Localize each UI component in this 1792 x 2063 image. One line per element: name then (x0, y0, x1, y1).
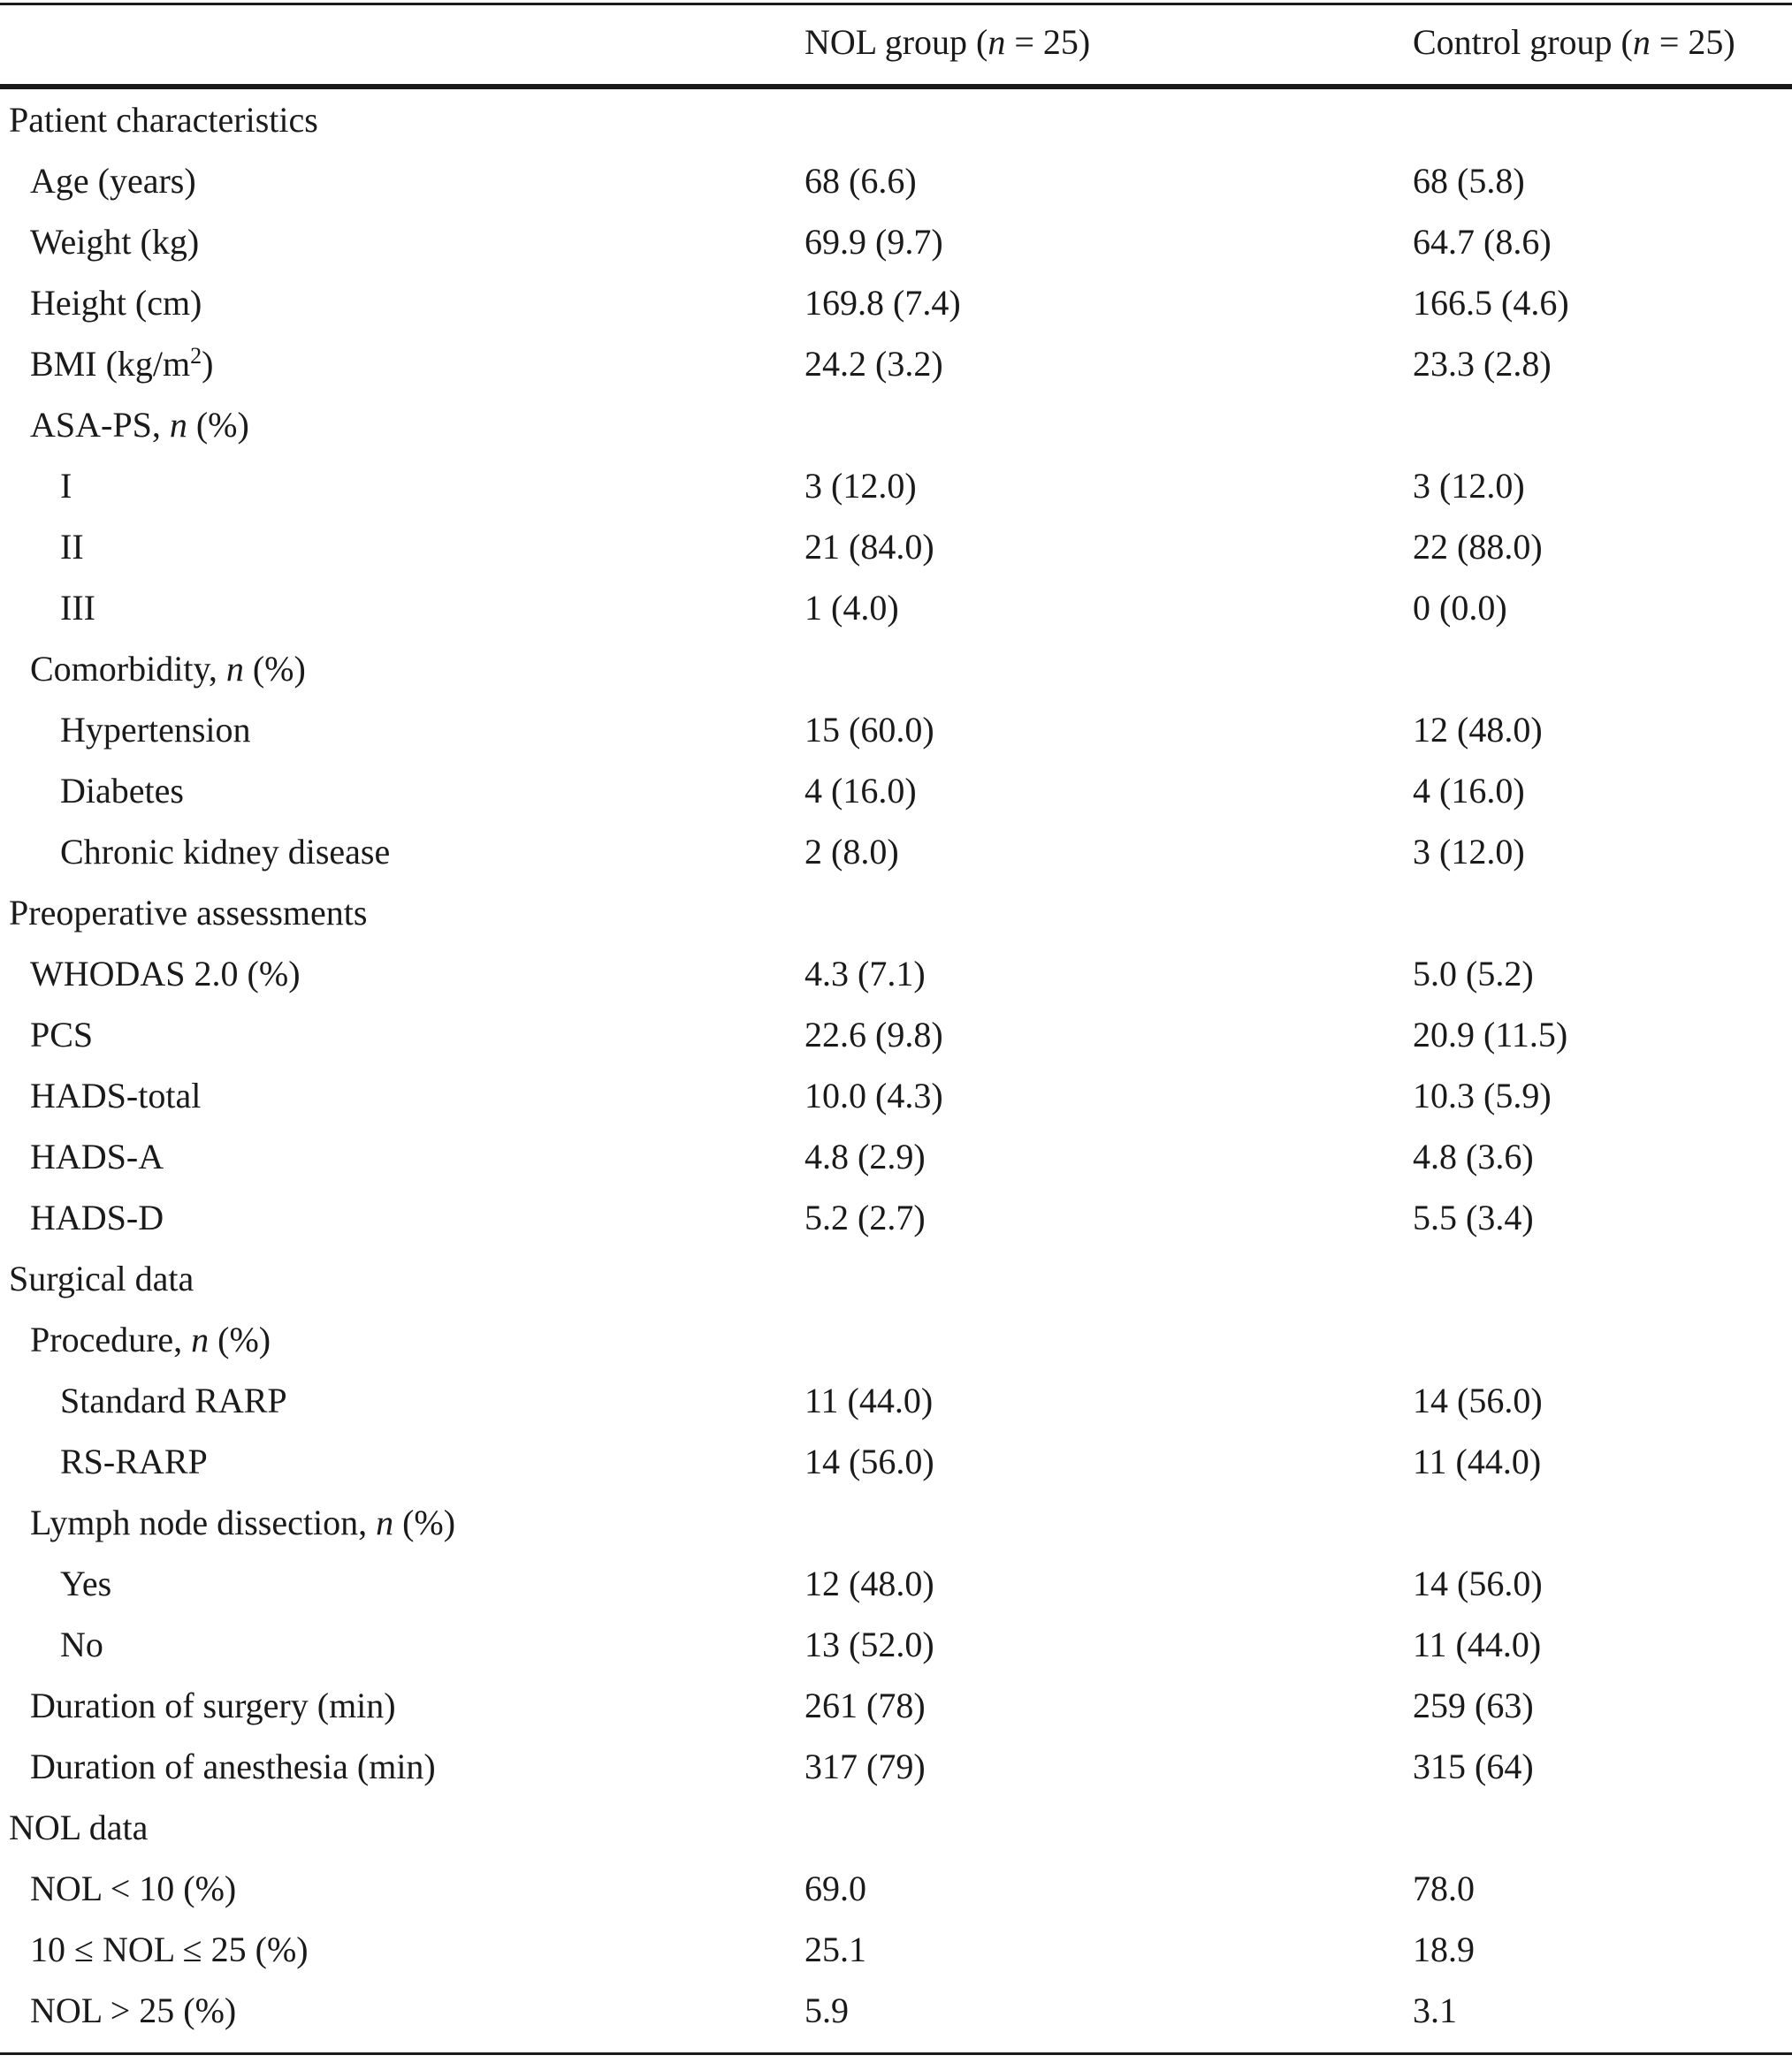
nol-group-value: 15 (60.0) (804, 710, 934, 750)
table-row (0, 395, 1792, 456)
row-label: 10 ≤ NOL ≤ 25 (%) (30, 1930, 309, 1969)
control-group-value: 3 (12.0) (1413, 832, 1525, 872)
row-label: PCS (30, 1015, 94, 1054)
table-row (0, 1249, 1792, 1310)
row-label: Yes (60, 1564, 112, 1603)
table-row (0, 1554, 1792, 1615)
section-heading: NOL data (9, 1808, 149, 1847)
row-label: Hypertension (60, 710, 251, 750)
control-group-value: 5.5 (3.4) (1413, 1198, 1534, 1237)
table-row (0, 1798, 1792, 1859)
table-row (0, 1188, 1792, 1249)
row-label: Diabetes (60, 771, 184, 811)
row-label: BMI $(kg/m^2)$ (30, 343, 214, 384)
nol-group-value: 5.9 (804, 1991, 849, 2030)
table-row (0, 1920, 1792, 1981)
row-label: Height (cm) (30, 283, 202, 323)
control-group-value: 68 (5.8) (1413, 161, 1525, 201)
nol-group-value: 21 (84.0) (804, 527, 934, 567)
nol-group-value: 13 (52.0) (804, 1625, 934, 1664)
control-group-value: 315 (64) (1413, 1747, 1534, 1786)
nol-group-value: 69.9 (9.7) (804, 222, 943, 262)
section-heading: Surgical data (9, 1259, 194, 1298)
row-label: II (60, 527, 84, 567)
table-row (0, 1066, 1792, 1127)
table-row (0, 639, 1792, 700)
control-group-value: 0 (0.0) (1413, 588, 1507, 628)
nol-group-value: 5.2 (2.7) (804, 1198, 926, 1237)
control-group-value: 18.9 (1413, 1930, 1475, 1969)
table-row (0, 273, 1792, 334)
nol-group-value: 261 (78) (804, 1686, 926, 1725)
control-group-value: 64.7 (8.6) (1413, 222, 1552, 262)
row-label: NOL < 10 (%) (30, 1869, 237, 1908)
nol-group-value: 11 (44.0) (804, 1381, 934, 1420)
control-group-value: 11 (44.0) (1413, 1442, 1542, 1481)
table-row (0, 761, 1792, 822)
table-row (0, 1432, 1792, 1493)
nol-group-value: 24.2 (3.2) (804, 344, 943, 384)
table-row (0, 700, 1792, 761)
nol-group-value: 22.6 (9.8) (804, 1015, 943, 1054)
table-row (0, 517, 1792, 578)
row-label: HADS-A (30, 1137, 164, 1176)
control-group-value: 78.0 (1413, 1869, 1475, 1908)
row-label: HADS-D (30, 1198, 164, 1237)
row-label: Comorbidity, n (%) (30, 649, 306, 689)
control-group-value: 259 (63) (1413, 1686, 1534, 1725)
top-rule (0, 3, 1792, 5)
table-row (0, 212, 1792, 273)
row-label: Age (years) (30, 161, 196, 201)
nol-group-value: 12 (48.0) (804, 1564, 934, 1603)
nol-group-value: 2 (8.0) (804, 832, 899, 872)
control-group-value: 10.3 (5.9) (1413, 1076, 1552, 1115)
table-row (0, 334, 1792, 395)
row-label: I (60, 466, 72, 506)
header-control-group: Control group (n = 25) (1413, 22, 1735, 62)
nol-group-value: 25.1 (804, 1930, 866, 1969)
table-row (0, 944, 1792, 1005)
row-label: NOL > 25 (%) (30, 1991, 237, 2030)
row-label: HADS-total (30, 1076, 202, 1115)
nol-group-value: 14 (56.0) (804, 1442, 934, 1481)
control-group-value: 4 (16.0) (1413, 771, 1525, 811)
control-group-value: 4.8 (3.6) (1413, 1137, 1534, 1176)
table-row (0, 1615, 1792, 1676)
control-group-value: 23.3 (2.8) (1413, 344, 1552, 384)
row-label: No (60, 1625, 103, 1664)
table-row (0, 1859, 1792, 1920)
control-group-value: 14 (56.0) (1413, 1381, 1543, 1420)
section-heading: Preoperative assessments (9, 893, 368, 933)
table-row (0, 151, 1792, 212)
table-row (0, 1981, 1792, 2042)
row-label: Weight (kg) (30, 222, 200, 262)
bottom-rule (0, 2052, 1792, 2055)
control-group-value: 20.9 (11.5) (1413, 1015, 1568, 1054)
row-label: Lymph node dissection, n (%) (30, 1503, 456, 1542)
control-group-value: 11 (44.0) (1413, 1625, 1542, 1664)
table-row (0, 1371, 1792, 1432)
row-label: Duration of anesthesia (min) (30, 1747, 436, 1786)
row-label: III (60, 588, 95, 628)
row-label: RS-RARP (60, 1442, 208, 1481)
nol-group-value: 69.0 (804, 1869, 866, 1908)
nol-group-value: 1 (4.0) (804, 588, 899, 628)
table-row (0, 1310, 1792, 1371)
table-row (0, 1127, 1792, 1188)
nol-group-value: 10.0 (4.3) (804, 1076, 943, 1115)
table-row (0, 1737, 1792, 1798)
row-label: ASA-PS, n (%) (30, 405, 249, 445)
table-row (0, 456, 1792, 517)
control-group-value: 14 (56.0) (1413, 1564, 1543, 1603)
nol-group-value: 4.8 (2.9) (804, 1137, 926, 1176)
row-label: Chronic kidney disease (60, 832, 391, 872)
nol-group-value: 4 (16.0) (804, 771, 917, 811)
header-rule (0, 84, 1792, 89)
table-row (0, 1676, 1792, 1737)
nol-group-value: 3 (12.0) (804, 466, 917, 506)
control-group-value: 22 (88.0) (1413, 527, 1543, 567)
table-row (0, 90, 1792, 151)
control-group-value: 3.1 (1413, 1991, 1457, 2030)
row-label: Standard RARP (60, 1381, 287, 1420)
control-group-value: 5.0 (5.2) (1413, 954, 1534, 993)
table-header (0, 9, 1792, 76)
table-row (0, 883, 1792, 944)
table-row (0, 1493, 1792, 1554)
control-group-value: 166.5 (4.6) (1413, 283, 1569, 323)
row-label: Duration of surgery (min) (30, 1686, 396, 1725)
control-group-value: 12 (48.0) (1413, 710, 1543, 750)
nol-group-value: 68 (6.6) (804, 161, 917, 201)
nol-group-value: 169.8 (7.4) (804, 283, 961, 323)
control-group-value: 3 (12.0) (1413, 466, 1525, 506)
header-nol-group: NOL group (n = 25) (804, 22, 1091, 62)
table-row (0, 1005, 1792, 1066)
table-row (0, 822, 1792, 883)
nol-group-value: 4.3 (7.1) (804, 954, 926, 993)
table-row (0, 578, 1792, 639)
row-label: Procedure, n (%) (30, 1320, 271, 1359)
nol-group-value: 317 (79) (804, 1747, 926, 1786)
section-heading: Patient characteristics (9, 100, 318, 140)
row-label: WHODAS 2.0 (%) (30, 954, 301, 993)
